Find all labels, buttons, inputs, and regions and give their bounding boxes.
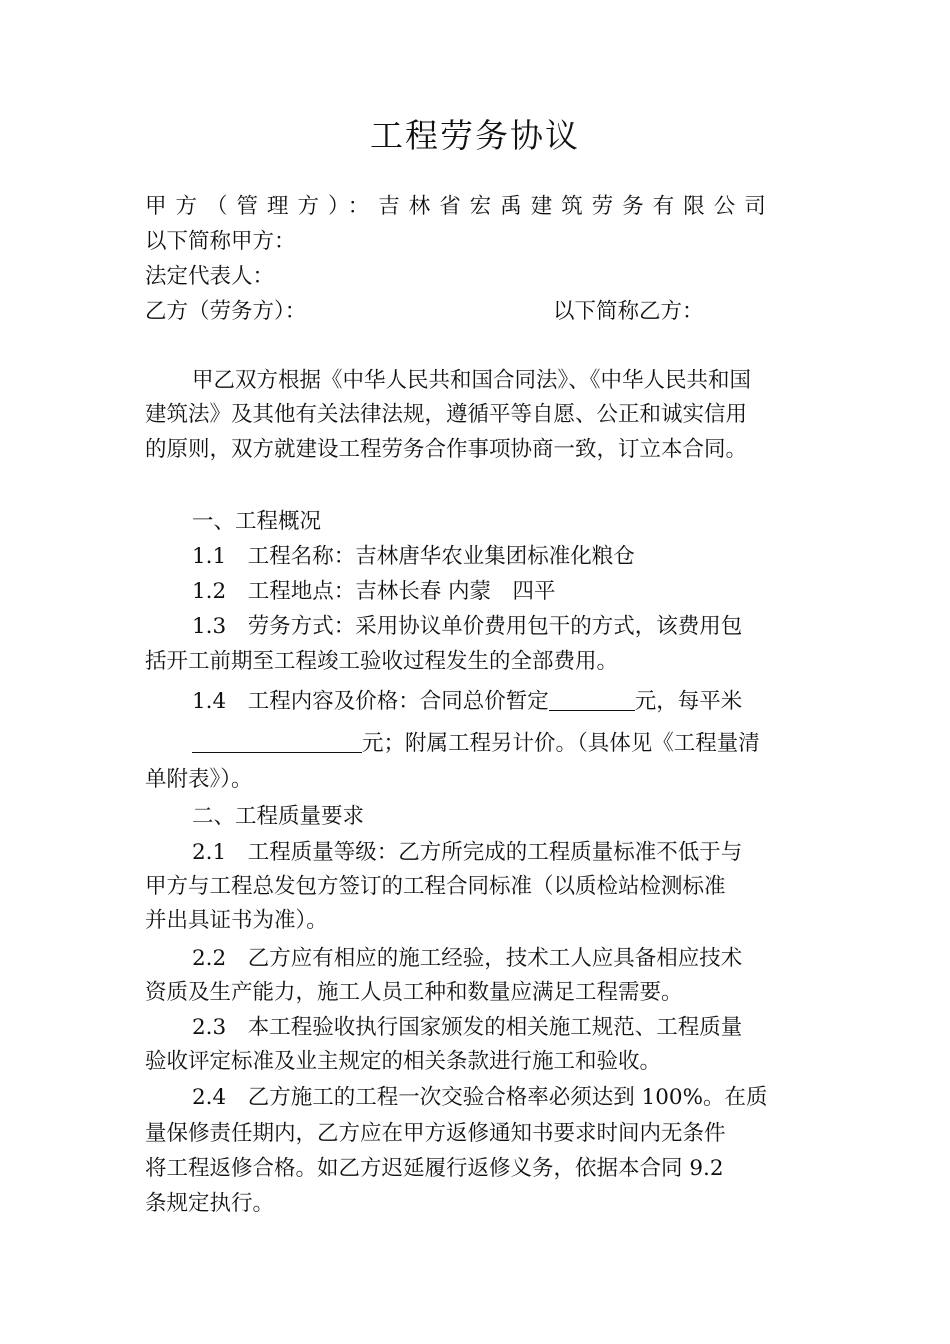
clause-2-4-line: 条规定执行。: [145, 1191, 275, 1216]
section-2-heading: 二、工程质量要求: [192, 804, 365, 829]
clause-2-4-line: 量保修责任期内，乙方应在甲方返修通知书要求时间内无条件: [145, 1121, 726, 1146]
section-1-heading: 一、工程概况: [192, 509, 322, 534]
unit-price-blank: [192, 730, 362, 753]
preamble-line: 建筑法》及其他有关法律法规，遵循平等自愿、公正和诚实信用: [145, 402, 748, 427]
clause-1-4-line: [192, 727, 862, 761]
clause-1-1: 1.1 工程名称：吉林唐华农业集团标准化粮仓: [192, 544, 635, 569]
clause-1-4-text-b: 元，每平米: [634, 689, 743, 714]
clause-1-3-line: 括开工前期至工程竣工验收过程发生的全部费用。: [145, 649, 619, 674]
document-title: 工程劳务协议: [370, 116, 580, 155]
clause-1-2: 1.2 工程地点：吉林长春 内蒙 四平: [192, 579, 556, 604]
total-price-blank: [549, 688, 635, 711]
party-b-line: 乙方（劳务方）：: [145, 299, 307, 324]
preamble-line: 的原则，双方就建设工程劳务合作事项协商一致，订立本合同。: [145, 437, 748, 462]
clause-1-4-line: [192, 685, 862, 719]
preamble-line: 甲乙双方根据《中华人民共和国合同法》、《中华人民共和国: [192, 368, 752, 393]
party-a-line: 甲方（管理方）：吉林省宏禹建筑劳务有限公司: [145, 194, 775, 219]
clause-2-1-line: 甲方与工程总发包方签订的工程合同标准（以质检站检测标准: [145, 874, 726, 899]
clause-2-2-line: 资质及生产能力，施工人员工种和数量应满足工程需要。: [145, 980, 683, 1005]
clause-2-3-line: 2.3 本工程验收执行国家颁发的相关施工规范、工程质量: [192, 1015, 743, 1040]
clause-1-4-text-c: 元；附属工程另计价。（具体见《工程量清: [362, 731, 760, 756]
party-a-short-line: 以下简称甲方：: [145, 229, 296, 254]
clause-2-1-line: 并出具证书为准）。: [145, 908, 328, 933]
party-b-short-line: 以下简称乙方：: [553, 299, 704, 324]
clause-2-2-line: 2.2 乙方应有相应的施工经验，技术工人应具备相应技术: [192, 946, 743, 971]
clause-1-3-line: 1.3 劳务方式：采用协议单价费用包干的方式，该费用包: [192, 614, 743, 639]
clause-2-4-line: 2.4 乙方施工的工程一次交验合格率必须达到 100%。在质: [192, 1085, 768, 1110]
legal-rep-line: 法定代表人：: [145, 264, 275, 289]
clause-1-4-text-a: 1.4 工程内容及价格：合同总价暂定: [192, 689, 549, 714]
clause-2-4-line: 将工程返修合格。如乙方迟延履行返修义务，依据本合同 9.2: [145, 1156, 724, 1181]
clause-1-4-line: 单附表》）。: [145, 767, 253, 792]
clause-2-1-line: 2.1 工程质量等级：乙方所完成的工程质量标准不低于与: [192, 840, 743, 865]
clause-2-3-line: 验收评定标准及业主规定的相关条款进行施工和验收。: [145, 1049, 662, 1074]
